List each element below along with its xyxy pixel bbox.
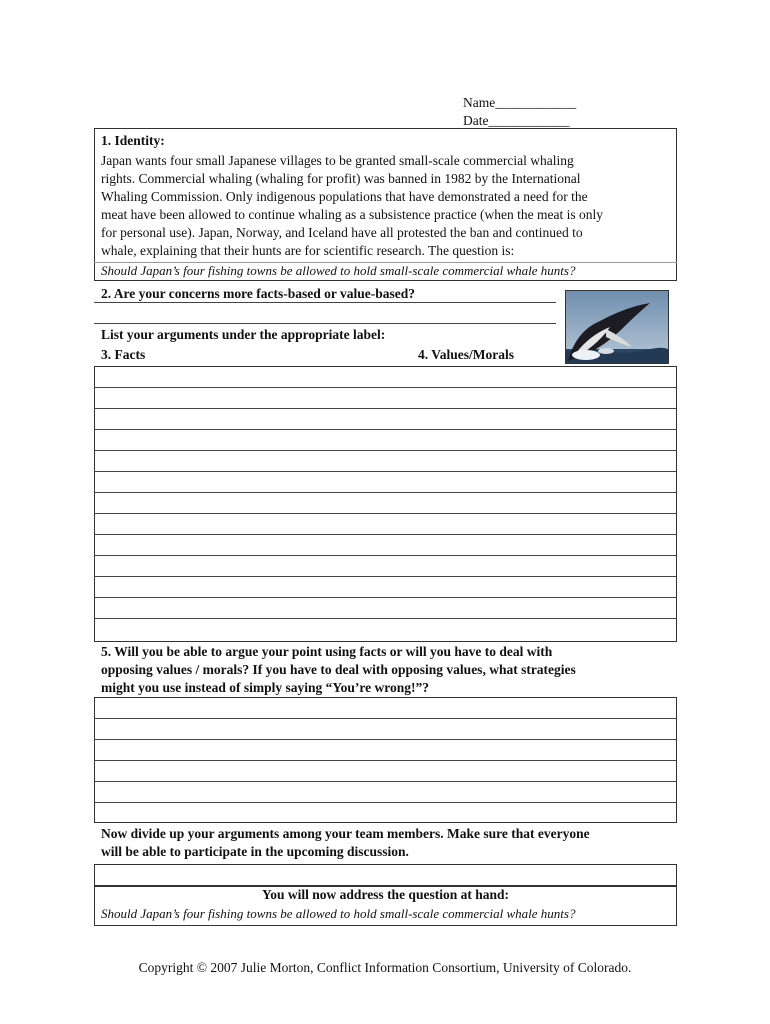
name-field-label: Name____________ [463, 95, 577, 110]
concerns-answer-line[interactable] [94, 323, 556, 324]
strategies-line: 5. Will you be able to argue your point using facts or will you have to deal with [101, 644, 553, 659]
divide-instructions [101, 825, 671, 861]
identity-paragraph [101, 152, 671, 260]
date-field-label: Date____________ [463, 113, 570, 128]
identity-line: whale, explaining that their hunts are for scientific research. The question is: [101, 243, 515, 258]
identity-line: rights. Commercial whaling (whaling for profit) was banned in 1982 by the International [101, 171, 581, 186]
identity-line: Japan wants four small Japanese villages to be granted small-scale commercial whaling [101, 153, 574, 168]
identity-question: Should Japan’s four fishing towns be allowed to hold small-scale commercial whale hunts? [101, 263, 576, 278]
facts-label: 3. Facts [101, 347, 146, 362]
divide-line: Now divide up your arguments among your team members. Make sure that everyone [101, 826, 590, 841]
divide-answer-area[interactable] [94, 864, 677, 886]
strategies-line: might you use instead of simply saying “You’re wrong!”? [101, 680, 430, 695]
identity-line: for personal use). Japan, Norway, and Iceland have all protested the ban and continued to [101, 225, 583, 240]
final-question: Should Japan’s four fishing towns be allowed to hold small-scale commercial whale hunts? [101, 906, 576, 921]
arguments-intro: List your arguments under the appropriate label: [101, 327, 386, 342]
strategies-line: opposing values / morals? If you have to deal with opposing values, what strategies [101, 662, 576, 677]
whale-photo [565, 290, 669, 364]
identity-heading: 1. Identity: [101, 133, 165, 148]
concerns-heading: 2. Are your concerns more facts-based or value-based? [101, 286, 415, 301]
values-label: 4. Values/Morals [418, 347, 515, 362]
strategies-question [101, 643, 671, 697]
copyright-footer: Copyright © 2007 Julie Morton, Conflict Information Consortium, University of Colorado. [138, 960, 632, 975]
identity-line: Whaling Commission. Only indigenous populations that have demonstrated a need for the [101, 189, 588, 204]
final-heading: You will now address the question at hand: [262, 887, 509, 902]
identity-line: meat have been allowed to continue whaling as a subsistence practice (when the meat is only [101, 207, 603, 222]
divide-line: will be able to participate in the upcoming discussion. [101, 844, 409, 859]
